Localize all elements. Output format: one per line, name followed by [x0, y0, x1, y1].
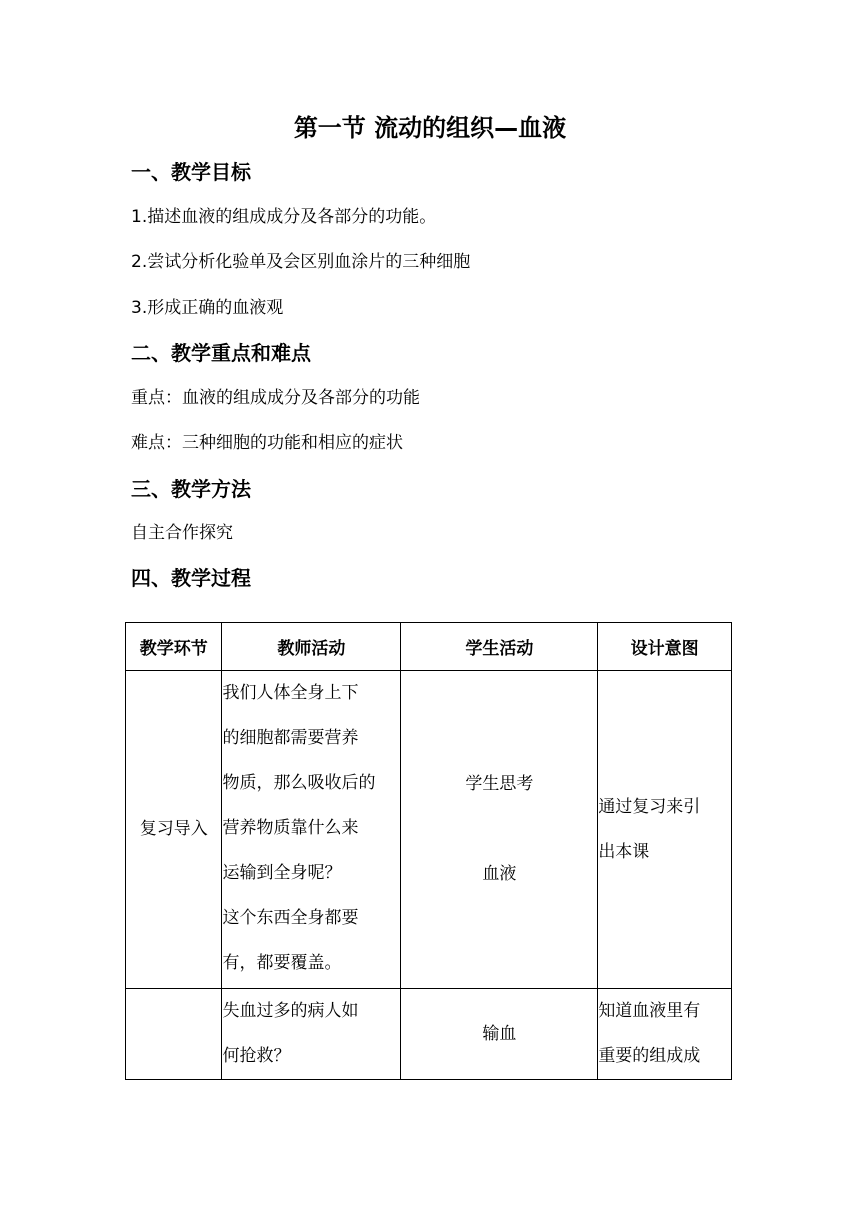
goal-line-3: 3.形成正确的血液观	[131, 298, 284, 318]
section-heading-key-points: 二、教学重点和难点	[131, 341, 311, 365]
stage-cell	[126, 989, 222, 1080]
design-intent-cell	[598, 671, 732, 989]
teacher-line: 物质，那么吸收后的	[222, 773, 376, 793]
table-header-cell: 教师活动	[222, 623, 401, 671]
table-header-cell: 教学环节	[126, 623, 222, 671]
teacher-line: 运输到全身呢？	[222, 863, 342, 883]
table-row	[126, 671, 732, 989]
design-intent-cell	[598, 989, 732, 1080]
teacher-line: 有，都要覆盖。	[222, 953, 342, 973]
teacher-line: 营养物质靠什么来	[222, 818, 359, 838]
student-line: 输血	[482, 1024, 517, 1044]
stage-cell: 复习导入	[126, 671, 222, 989]
goal-line-2: 2.尝试分析化验单及会区别血涂片的三种细胞	[131, 252, 471, 272]
section-heading-process: 四、教学过程	[131, 566, 251, 590]
teacher-activity-cell	[222, 989, 401, 1080]
teacher-line: 何抢救？	[222, 1046, 291, 1066]
teacher-line: 我们人体全身上下	[222, 683, 359, 703]
student-line: 血液	[482, 864, 517, 884]
difficulty-line: 难点：三种细胞的功能和相应的症状	[131, 433, 403, 453]
teacher-activity-cell	[222, 671, 401, 989]
table-header-cell: 学生活动	[401, 623, 598, 671]
table-header-row	[126, 623, 732, 671]
intent-line: 重要的组成成	[598, 1046, 701, 1066]
section-heading-method: 三、教学方法	[131, 477, 251, 501]
table-header-cell: 设计意图	[598, 623, 732, 671]
teacher-line: 失血过多的病人如	[222, 1001, 359, 1021]
intent-line: 通过复习来引	[598, 796, 701, 817]
student-activity-cell	[401, 671, 598, 989]
section-heading-goals: 一、教学目标	[131, 160, 251, 184]
teacher-line: 的细胞都需要营养	[222, 728, 359, 748]
goal-line-1: 1.描述血液的组成成分及各部分的功能。	[131, 207, 437, 227]
student-line: 学生思考	[465, 774, 534, 794]
page-title: 第一节 流动的组织—血液	[293, 114, 567, 142]
table-row	[126, 989, 732, 1080]
student-activity-cell	[401, 989, 598, 1080]
key-point-line: 重点：血液的组成成分及各部分的功能	[131, 388, 420, 408]
intent-line: 知道血液里有	[598, 1001, 701, 1021]
teacher-line: 这个东西全身都要	[222, 908, 359, 928]
spacer	[401, 807, 597, 852]
lesson-process-table	[125, 622, 732, 1080]
method-line: 自主合作探究	[131, 523, 233, 543]
intent-line: 出本课	[598, 841, 650, 862]
